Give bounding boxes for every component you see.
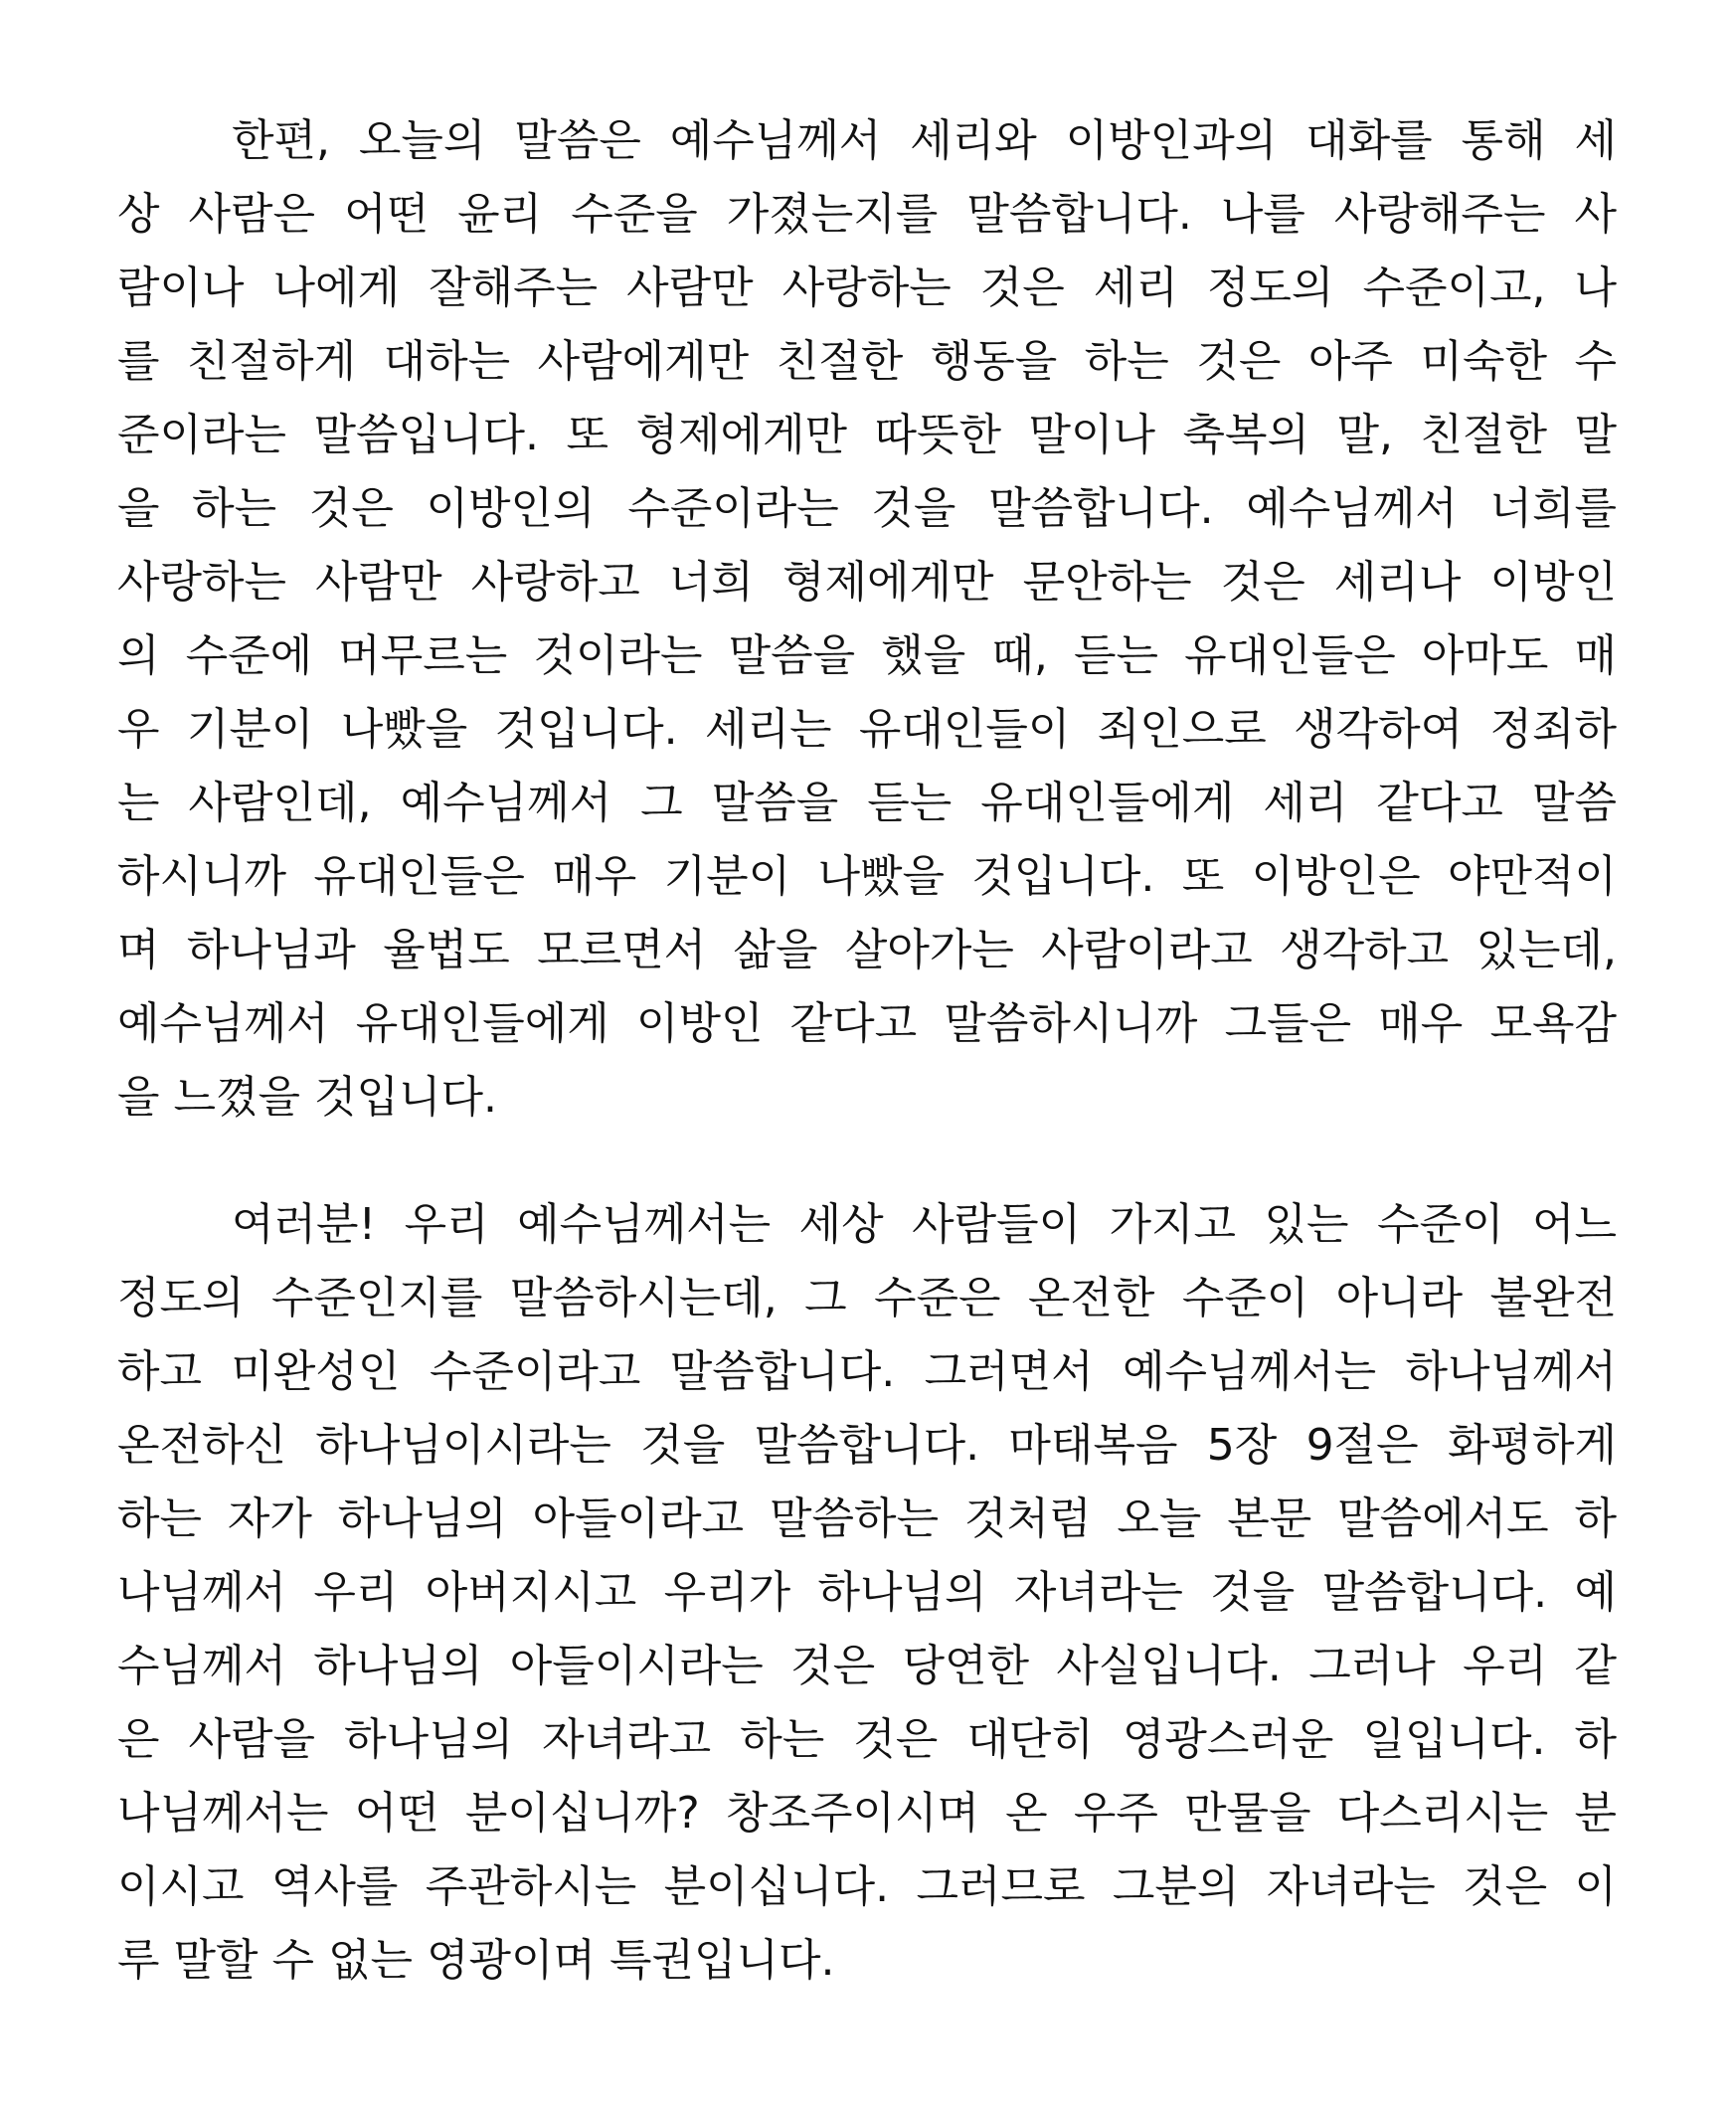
paragraph-line: 를 친절하게 대하는 사람에게만 친절한 행동을 하는 것은 아주 미숙한 수 xyxy=(117,336,1617,387)
paragraph-line: 은 사람을 하나님의 자녀라고 하는 것은 대단히 영광스러운 일입니다. 하 xyxy=(117,1714,1617,1765)
paragraph-line: 수님께서 하나님의 아들이시라는 것은 당연한 사실입니다. 그러나 우리 같 xyxy=(117,1641,1617,1691)
paragraph-line: 사랑하는 사람만 사랑하고 너희 형제에게만 문안하는 것은 세리나 이방인 xyxy=(117,557,1617,608)
paragraph-line: 의 수준에 머무르는 것이라는 말씀을 했을 때, 듣는 유대인들은 아마도 매 xyxy=(117,630,1617,681)
paragraph-line: 준이라는 말씀입니다. 또 형제에게만 따뜻한 말이나 축복의 말, 친절한 말 xyxy=(117,410,1617,460)
paragraph-line: 는 사람인데, 예수님께서 그 말씀을 듣는 유대인들에게 세리 같다고 말씀 xyxy=(117,778,1617,828)
paragraph-line: 하고 미완성인 수준이라고 말씀합니다. 그러면서 예수님께서는 하나님께서 xyxy=(117,1346,1617,1397)
paragraph-line: 을 느꼈을 것입니다. xyxy=(117,1072,497,1123)
paragraph-line: 이시고 역사를 주관하시는 분이십니다. 그러므로 그분의 자녀라는 것은 이 xyxy=(117,1861,1617,1912)
paragraph-1 xyxy=(117,104,1617,1135)
paragraph-line: 하시니까 유대인들은 매우 기분이 나빴을 것입니다. 또 이방인은 야만적이 xyxy=(117,851,1617,902)
paragraph-line: 우 기분이 나빴을 것입니다. 세리는 유대인들이 죄인으로 생각하여 정죄하 xyxy=(117,704,1617,755)
paragraph-line: 람이나 나에게 잘해주는 사람만 사랑하는 것은 세리 정도의 수준이고, 나 xyxy=(117,263,1617,313)
paragraph-line: 한편, 오늘의 말씀은 예수님께서 세리와 이방인과의 대화를 통해 세 xyxy=(232,115,1617,166)
paragraph-line: 온전하신 하나님이시라는 것을 말씀합니다. 마태복음 5장 9절은 화평하게 xyxy=(117,1420,1617,1471)
paragraph-line: 정도의 수준인지를 말씀하시는데, 그 수준은 온전한 수준이 아니라 불완전 xyxy=(117,1273,1617,1323)
paragraph-line: 나님께서 우리 아버지시고 우리가 하나님의 자녀라는 것을 말씀합니다. 예 xyxy=(117,1567,1617,1618)
paragraph-line: 을 하는 것은 이방인의 수준이라는 것을 말씀합니다. 예수님께서 너희를 xyxy=(117,483,1617,534)
paragraph-line: 루 말할 수 없는 영광이며 특권입니다. xyxy=(117,1935,835,1986)
paragraph-line: 며 하나님과 율법도 모르면서 삶을 살아가는 사람이라고 생각하고 있는데, xyxy=(117,925,1617,975)
paragraph-line: 예수님께서 유대인들에게 이방인 같다고 말씀하시니까 그들은 매우 모욕감 xyxy=(117,998,1617,1049)
paragraph-line: 상 사람은 어떤 윤리 수준을 가졌는지를 말씀합니다. 나를 사랑해주는 사 xyxy=(117,189,1617,240)
paragraph-2 xyxy=(117,1188,1617,1998)
paragraph-line: 하는 자가 하나님의 아들이라고 말씀하는 것처럼 오늘 본문 말씀에서도 하 xyxy=(117,1493,1617,1544)
paragraph-line: 나님께서는 어떤 분이십니까? 창조주이시며 온 우주 만물을 다스리시는 분 xyxy=(117,1788,1617,1839)
paragraph-line: 여러분! 우리 예수님께서는 세상 사람들이 가지고 있는 수준이 어느 xyxy=(232,1199,1617,1250)
